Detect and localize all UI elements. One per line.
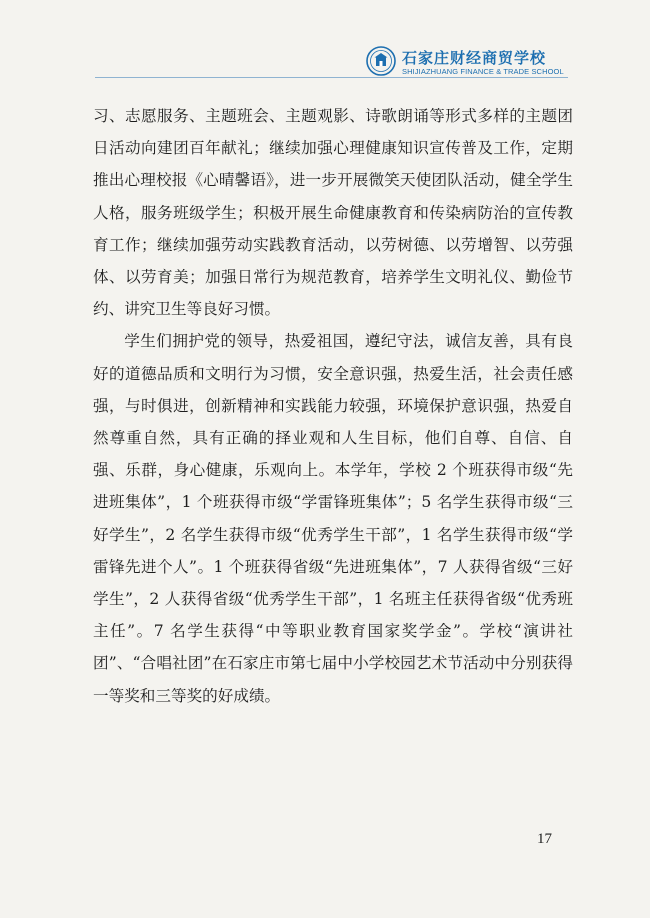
body-text xyxy=(93,100,573,712)
paragraph-1: 习、志愿服务、主题班会、主题观影、诗歌朗诵等形式多样的主题团日活动向建团百年献礼；继续加强心理健康知识宣传普及工作，定期推出心理校报《心晴馨语》，进一步开展微笑天使团队活动，健全学生人格，服务班级学生；积极开展生命健康教育和传染病防治的宣传教育工作；继续加强劳动实践教育活动，以劳树德、以劳增智、以劳强体、以劳育美；加强日常行为规范教育，培养学生文明礼仪、勤俭节约、讲究卫生等良好习惯。 xyxy=(93,107,573,319)
header-divider xyxy=(95,77,568,78)
school-header xyxy=(366,46,566,78)
school-name-en: SHIJIAZHUANG FINANCE & TRADE SCHOOL xyxy=(402,67,564,76)
page-number: 17 xyxy=(537,831,552,847)
school-logo-icon xyxy=(366,46,396,76)
school-name-cn: 石家庄财经商贸学校 xyxy=(402,49,547,67)
paragraph-2: 学生们拥护党的领导，热爱祖国，遵纪守法，诚信友善，具有良好的道德品质和文明行为习惯，安全意识强，热爱生活，社会责任感强，与时俱进，创新精神和实践能力较强，环境保护意识强，热爱自然尊重自然，具有正确的择业观和人生目标，他们自尊、自信、自强、乐群，身心健康，乐观向上。本学年，学校 2 个班获得市级“先进班集体”，1 个班获得市级“学雷锋班集体”；5 名学生获得市级“三好学生”，2 名学生获得市级“优秀学生干部”，1 名学生获得市级“学雷锋先进个人”。1 个班获得省级“先进班集体”，7 人获得省级“三好学生”，2 人获得省级“优秀学生干部”，1 名班主任获得省级“优秀班主任”。7 名学生获得“中等职业教育国家奖学金”。学校“演讲社团”、“合唱社团”在石家庄市第七届中小学校园艺术节活动中分别获得一等奖和三等奖的好成绩。 xyxy=(93,332,573,705)
